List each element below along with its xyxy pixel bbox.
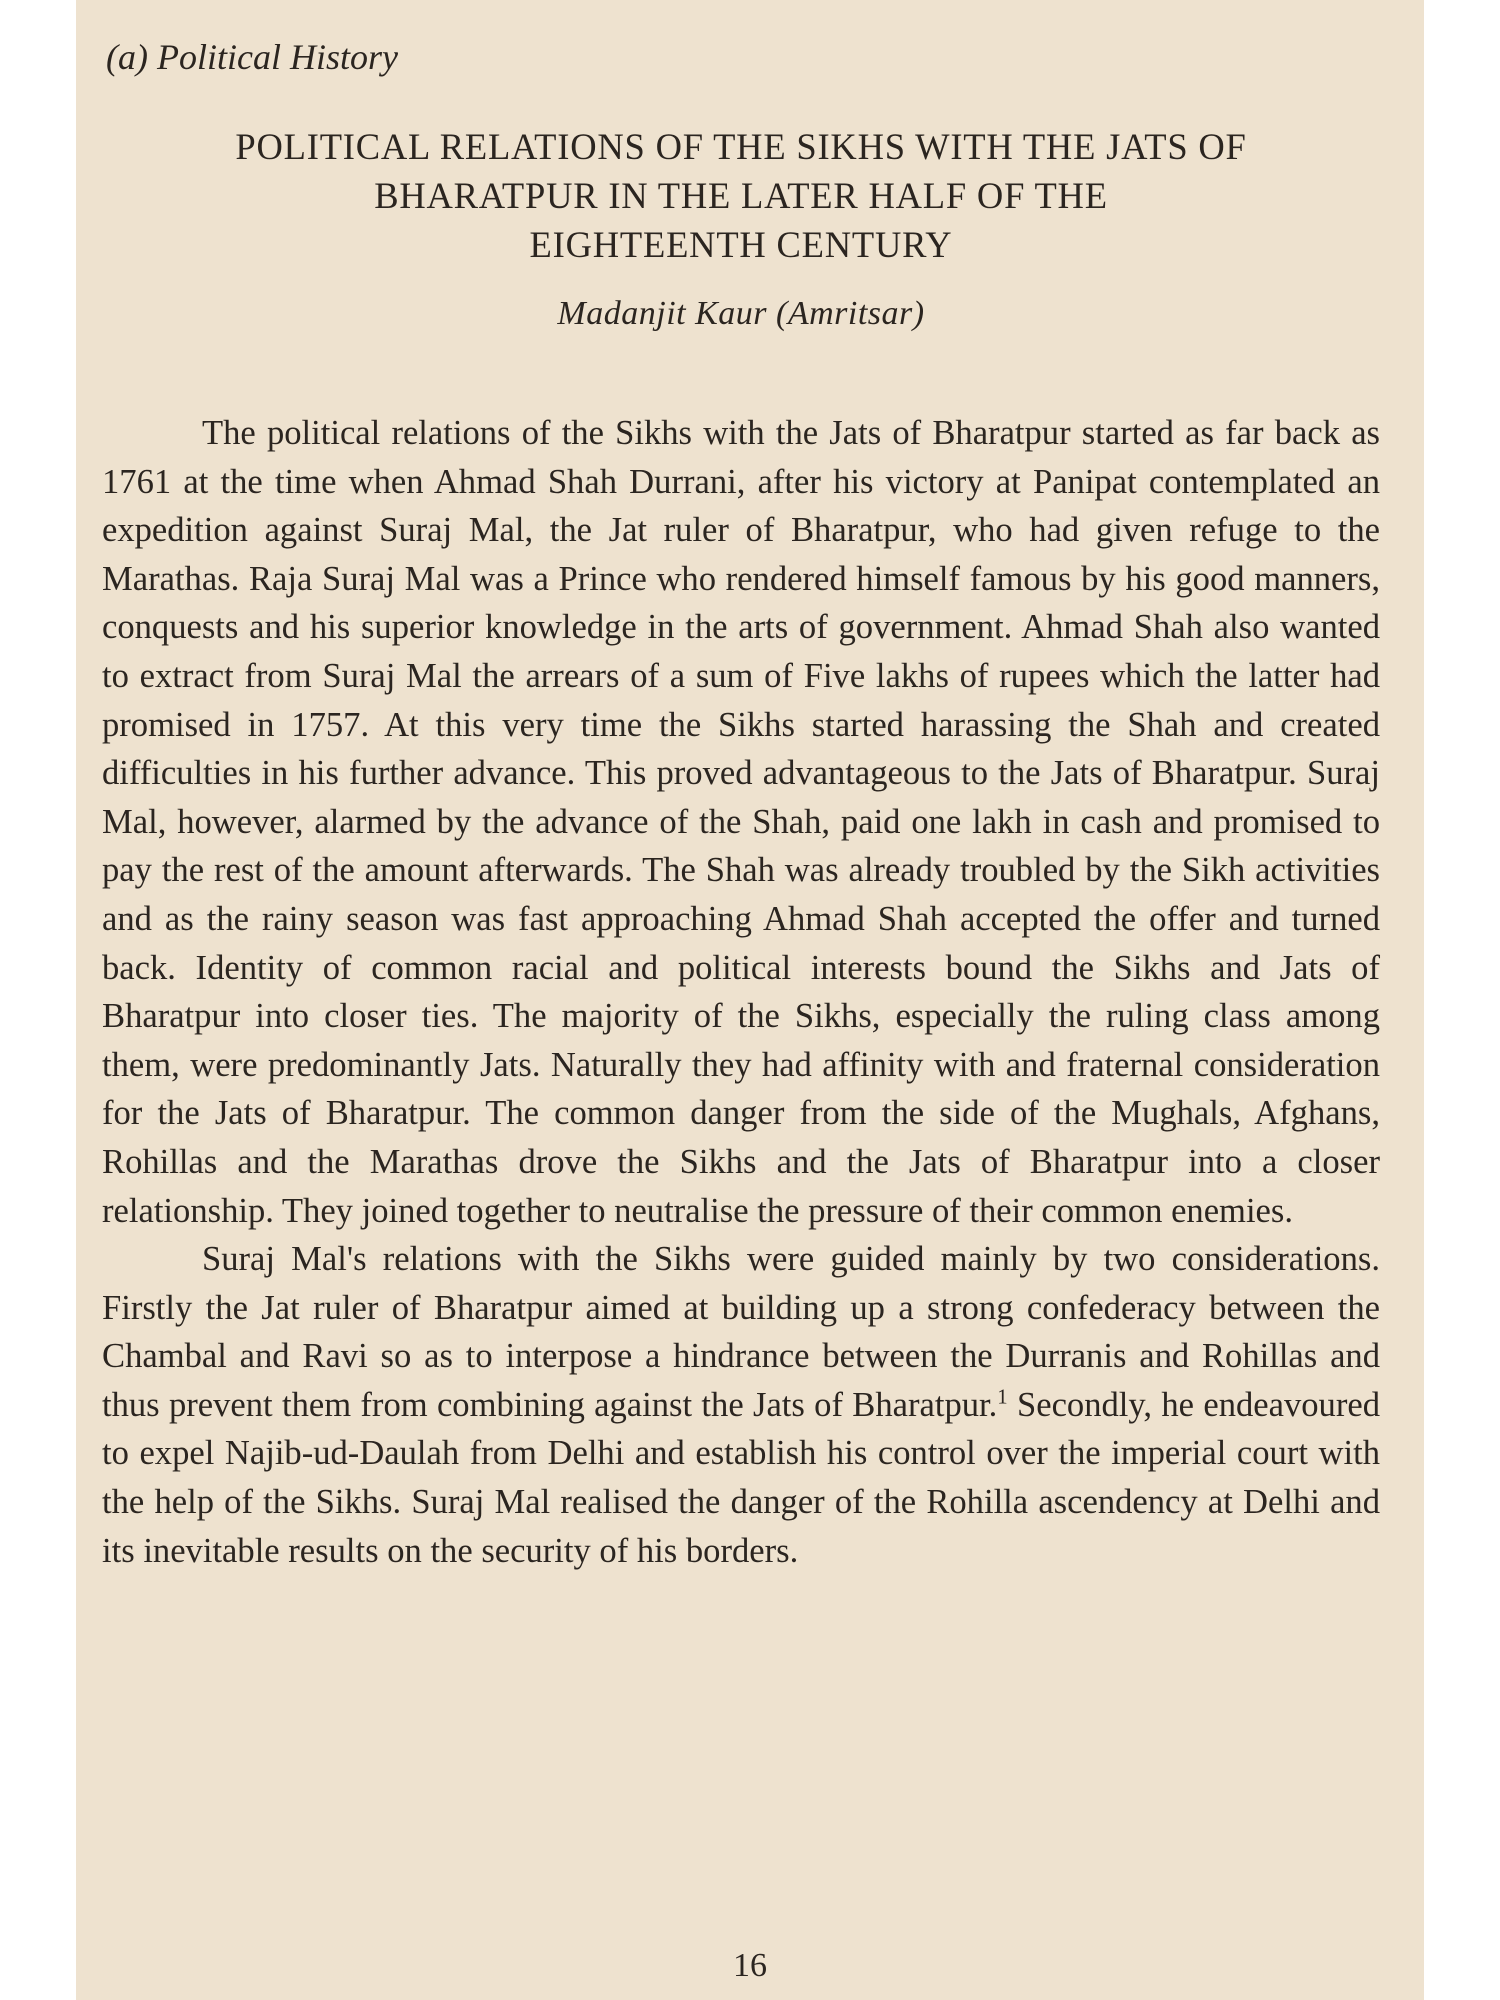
section-heading xyxy=(106,36,1380,94)
paragraph-2 xyxy=(102,1235,1380,1575)
author-location: (Amritsar) xyxy=(776,295,925,332)
title-line-2: BHARATPUR IN THE LATER HALF OF THE xyxy=(374,175,1108,216)
author-byline xyxy=(102,295,1380,333)
page-number: 16 xyxy=(733,1947,767,1984)
book-page xyxy=(76,0,1424,2000)
paragraph-1: The political relations of the Sikhs with the Jats of Bharatpur started as far back as 1761 at the time when Ahmad Shah Durrani, after his victory at Panipat contemplated an expedition against Suraj Mal, the Jat ruler of Bharatpur, who had given refuge to the Marathas. Raja Suraj Mal was a Prince who rendered himself famous by his good manners, conquests and his superior knowledge in the arts of government. Ahmad Shah also wanted to extract from Suraj Mal the arrears of a sum of Five lakhs of rupees which the latter had promised in 1757. At this very time the Sikhs started harassing the Shah and created difficulties in his further advance. This proved advantageous to the Jats of Bharatpur. Suraj Mal, however, alarmed by the advance of the Shah, paid one lakh in cash and promised to pay the rest of the amount afterwards. The Shah was already troubled by the Sikh activities and as the rainy season was fast approaching Ahmad Shah accepted the offer and turned back. Identity of common racial and political interests bound the Sikhs and Jats of Bharatpur into closer ties. The majority of the Sikhs, especially the ruling class among them, were predominantly Jats. Naturally they had affinity with and fraternal consideration for the Jats of Bharatpur. The common danger from the side of the Mughals, Afghans, Rohillas and the Marathas drove the Sikhs and the Jats of Bharatpur into a closer relationship. They joined together to neutralise the pressure of their common enemies. xyxy=(102,414,1380,1230)
article-title xyxy=(102,122,1380,269)
paragraph-2-text-a: Suraj Mal's relations with the Sikhs were guided mainly by two considerations. Firstly the Jat ruler of Bharatpur aimed at building up a strong confederacy between the Chambal and Ravi so as to interpose a hindrance between the Durranis and Rohillas and thus prevent them from combining against the Jats of Bharatpur. xyxy=(102,1240,1380,1424)
title-line-3: EIGHTEENTH CENTURY xyxy=(529,224,953,265)
paragraph-2-text-b: Secondly, he endeavoured to expel Najib-ud-Daulah from Delhi and establish his control over the imperial court with the help of the Sikhs. Suraj Mal realised the danger of the Rohilla ascendency at Delhi and its inevitable results on the security of his borders. xyxy=(102,1385,1380,1570)
footnote-reference: 1 xyxy=(997,1386,1008,1409)
article-body xyxy=(102,409,1380,1575)
title-line-1: POLITICAL RELATIONS OF THE SIKHS WITH THE JATS OF xyxy=(235,126,1247,167)
section-marker: (a) xyxy=(106,37,148,77)
section-label: Political History xyxy=(156,37,398,77)
author-name: Madanjit Kaur xyxy=(557,295,767,332)
